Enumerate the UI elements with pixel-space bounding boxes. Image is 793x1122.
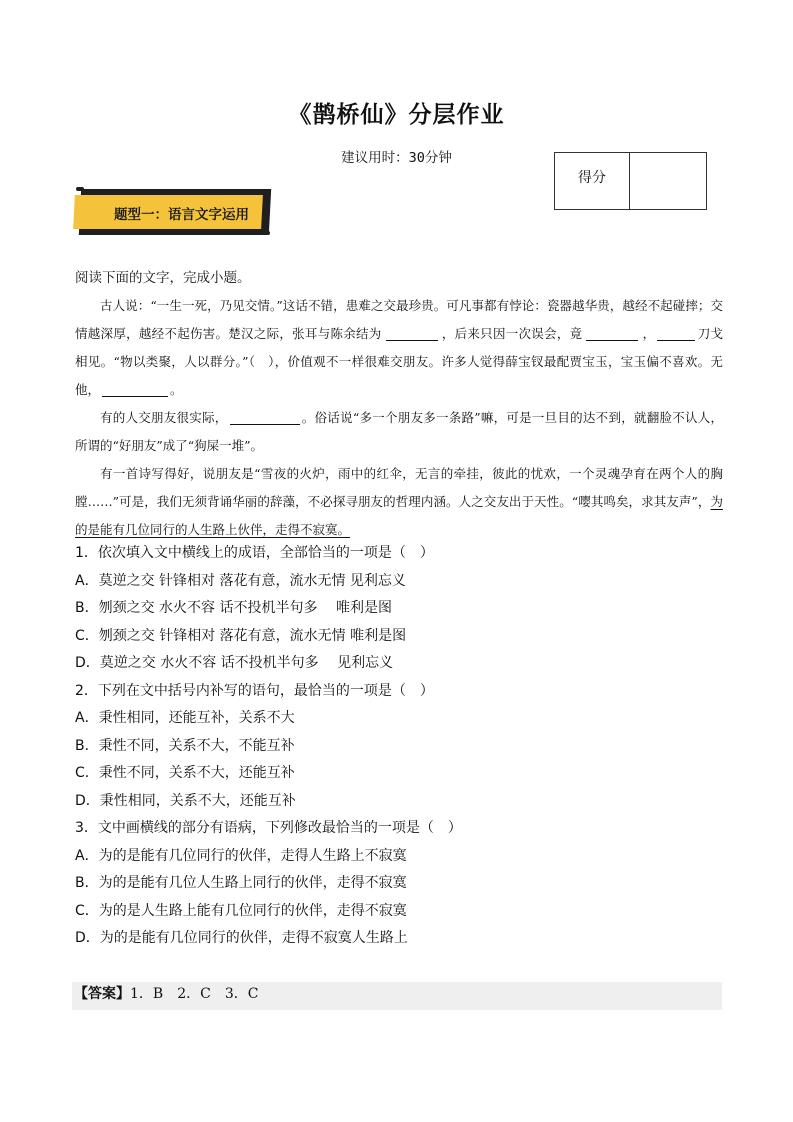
question-stem: 3．文中画横线的部分有语病，下列修改最恰当的一项是（ ） xyxy=(75,820,462,836)
option-item[interactable]: B．为的是能有几位人生路上同行的伙伴，走得不寂寞 xyxy=(75,875,407,891)
passage-text: 刀戈相见。“物以类聚，人以群分。”（ ），价值观不一样很难交朋友。许多人觉得薛宝钗最配贾宝玉，宝玉偏不喜欢。无他， xyxy=(75,326,723,397)
question-stem: 2．下列在文中括号内补写的语句，最恰当的一项是（ ） xyxy=(75,682,434,699)
option-item[interactable]: A．秉性相同，还能互补，关系不大 xyxy=(75,710,295,726)
passage-text: 。俗话说“多一个朋友多一条路”嘛，可是一旦目的达不到，就翻脸不认人，所谓的“好朋友”成了“狗屎一堆”。 xyxy=(75,410,723,453)
page-title: 《鹊桥仙》分层作业 xyxy=(288,101,505,128)
option-item[interactable]: D．秉性相同，关系不大，还能互补 xyxy=(75,792,296,809)
option-item[interactable]: B．秉性不同，关系不大，不能互补 xyxy=(75,737,295,754)
option-item[interactable]: C．刎颈之交 针锋相对 落花有意，流水无情 唯利是图 xyxy=(75,627,407,644)
question-stem: 1．依次填入文中横线上的成语，全部恰当的一项是（ ） xyxy=(75,545,434,561)
option-item[interactable]: B．刎颈之交 水火不容 话不投机半句多 唯利是图 xyxy=(75,600,392,616)
reading-instruction: 阅读下面的文字，完成小题。 xyxy=(75,270,251,286)
fill-blank[interactable] xyxy=(586,326,638,341)
section-title: 题型一：语言文字运用 xyxy=(114,207,249,223)
option-item[interactable]: D．为的是能有几位同行的伙伴，走得不寂寞人生路上 xyxy=(75,930,408,946)
fill-blank[interactable] xyxy=(657,326,695,341)
score-box xyxy=(554,152,707,210)
section-banner xyxy=(74,187,272,237)
option-item[interactable]: C．秉性不同，关系不大，还能互补 xyxy=(75,765,295,781)
answer-value: 1．B 2．C 3．C xyxy=(130,986,259,1002)
passage-text: ， xyxy=(642,326,656,341)
score-label: 得分 xyxy=(555,153,630,209)
answer-key xyxy=(72,982,722,1010)
banner-brush-mark xyxy=(76,187,84,191)
banner-brush-mark xyxy=(80,231,86,234)
passage-paragraph-2 xyxy=(75,404,723,460)
underlined-sentence: 为的是能有几位同行的人生路上伙伴，走得不寂寞。 xyxy=(75,494,723,537)
passage-paragraph-3 xyxy=(75,460,723,544)
fill-blank[interactable] xyxy=(230,410,300,425)
passage-text: ，后来只因一次误会，竟 xyxy=(441,326,583,341)
passage-text: 有的人交朋友很实际， xyxy=(100,410,228,425)
passage-text: 古人说：“一生一死，乃见交情。”这话不错，患难之交最珍贵。可凡事都有悖论：瓷器越华贵，越经不起碰摔；交情越深厚，越经不起伤害。楚汉之际，张耳与陈余结为 xyxy=(75,298,723,341)
option-item[interactable]: D．莫逆之交 水火不容 话不投机半句多 见利忘义 xyxy=(75,655,394,671)
fill-blank[interactable] xyxy=(386,326,438,341)
passage-text: 。 xyxy=(170,382,183,397)
question-list xyxy=(75,540,723,953)
banner-brush-mark xyxy=(260,231,270,235)
suggested-time: 建议用时：30分钟 xyxy=(341,150,452,166)
passage-text: 有一首诗写得好，说朋友是“雪夜的火炉，雨中的红伞，无言的牵挂，彼此的忧欢，一个灵魂孕育在两个人的胸膛……”可是，我们无须背诵华丽的辞藻，不必探寻朋友的哲理内涵。人之交友出于天性。“嘤其鸣矣，求其友声”， xyxy=(75,466,723,509)
fill-blank[interactable] xyxy=(102,382,168,397)
option-item[interactable]: C．为的是人生路上能有几位同行的伙伴，走得不寂寞 xyxy=(75,902,407,919)
option-item[interactable]: A．莫逆之交 针锋相对 落花有意，流水无情 见利忘义 xyxy=(75,572,406,589)
score-value[interactable] xyxy=(630,153,706,209)
answer-label: 【答案】 xyxy=(74,986,130,1002)
passage xyxy=(75,292,723,544)
passage-paragraph-1 xyxy=(75,292,723,404)
option-item[interactable]: A．为的是能有几位同行的伙伴，走得人生路上不寂寞 xyxy=(75,847,407,864)
